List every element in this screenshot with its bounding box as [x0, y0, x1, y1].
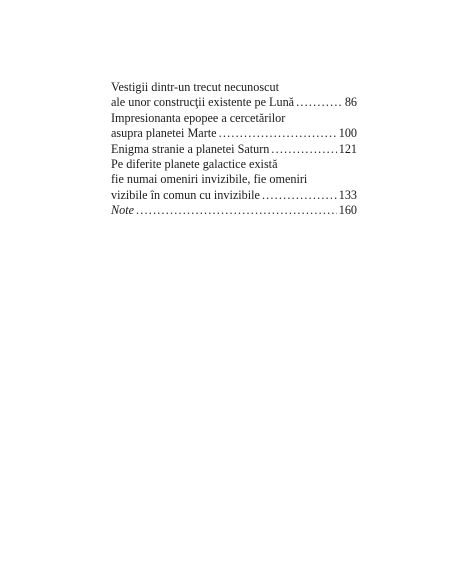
toc-entry-notes: [111, 203, 357, 218]
toc-entry-title: Enigma stranie a planetei Saturn: [111, 141, 270, 156]
toc-entry-line: fie numai omeniri invizibile, fie omeniri: [111, 172, 308, 187]
toc-entry-title: asupra planetei Marte: [111, 126, 217, 141]
toc-entry-saturn: [111, 142, 357, 157]
toc-page-number: 133: [338, 187, 357, 202]
dot-leader: [296, 95, 343, 110]
toc-entry-line: Pe diferite planete galactice există: [111, 157, 278, 172]
dot-leader: [262, 188, 337, 203]
toc-entry-line: Vestigii dintr-un trecut necunoscut: [111, 80, 279, 94]
toc-entry-last-line: [111, 203, 357, 218]
dot-leader: [136, 203, 337, 218]
dot-leader: [219, 126, 337, 141]
toc-entry-last-line: [111, 126, 357, 141]
toc-entry-last-line: [111, 95, 357, 110]
table-of-contents: [111, 80, 357, 219]
toc-entry-title: vizibile în comun cu invizibile: [111, 187, 260, 202]
toc-entry-mars: [111, 111, 357, 142]
toc-page-number: 100: [338, 126, 357, 141]
toc-page-number: 121: [338, 141, 357, 156]
toc-entry-moon: [111, 80, 357, 111]
toc-entry-title: ale unor construcţii existente pe Lună: [111, 95, 295, 110]
toc-entry-line: Impresionanta epopee a cercetărilor: [111, 110, 286, 125]
toc-entry-last-line: [111, 142, 357, 157]
toc-entry-title: Note: [111, 203, 135, 218]
dot-leader: [271, 142, 336, 157]
toc-entry-last-line: [111, 188, 357, 203]
toc-page-number: 86: [344, 95, 357, 110]
toc-page-number: 160: [338, 203, 357, 218]
toc-entry-galactic: [111, 157, 357, 203]
